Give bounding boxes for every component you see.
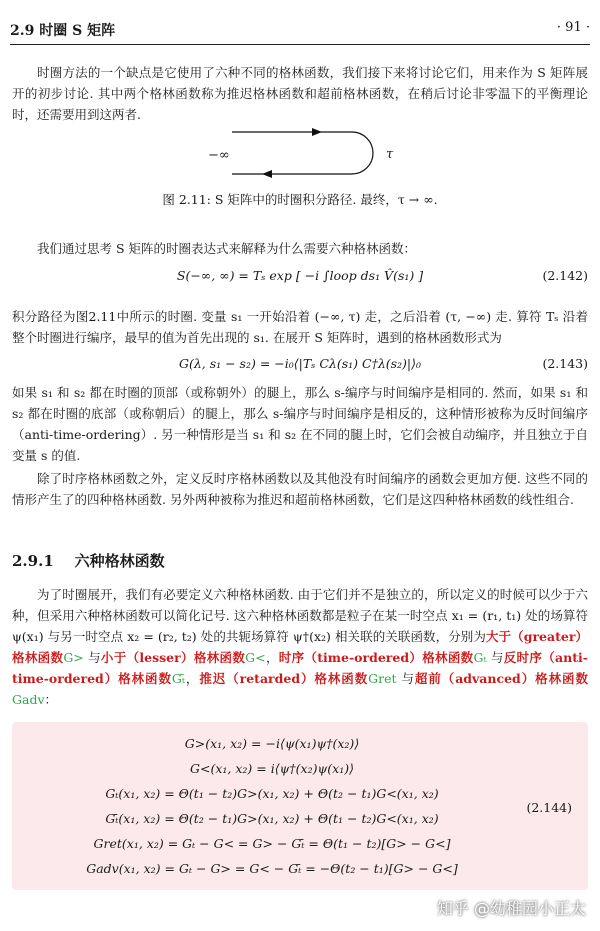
- equation-body: G(λ, s₁ − s₂) = −i₀⟨|Tₛ Cλ(s₁) C†λ(s₂)|⟩₀: [178, 356, 422, 371]
- term-advanced: 超前（advanced）格林函数: [414, 671, 588, 686]
- symbol-g-tbar: Gₜ̄: [171, 671, 185, 686]
- equation-row: Gₜ(x₁, x₂) = Θ(t₁ − t₂)G>(x₁, x₂) + Θ(t₂ − t₁)G<(x₁, x₂): [105, 786, 439, 801]
- figure-label-minus-infinity: −∞: [208, 148, 230, 163]
- term-time-ordered: 时序（time-ordered）格林函数: [278, 650, 474, 665]
- equation-2-142: [12, 268, 588, 292]
- equation-row: G<(x₁, x₂) = i⟨ψ†(x₂)ψ(x₁)⟩: [190, 761, 354, 776]
- time-loop-figure: [0, 122, 600, 184]
- watermark: 知乎 @幼稚园小正太: [436, 899, 586, 918]
- term-greater: 大于（greater）格林函数: [12, 629, 588, 665]
- equation-row: Gret(x₁, x₂) = Gₜ − G< = G> − Gₜ̄ = Θ(t₁ − t₂)[G> − G<]: [93, 836, 451, 851]
- running-header: [10, 20, 590, 40]
- header-section-title: 2.9 时圈 S 矩阵: [10, 23, 116, 39]
- separator: 与: [401, 671, 415, 686]
- separator: 与: [88, 650, 101, 665]
- section-heading: [12, 550, 165, 571]
- paragraph-s-matrix: 我们通过思考 S 矩阵的时圈表达式来解释为什么需要六种格林函数：: [37, 241, 417, 256]
- equation-box-2-144: [12, 722, 588, 890]
- equation-row: Gadv(x₁, x₂) = Gₜ − G> = G< − Gₜ̄ = −Θ(t₂ − t₁)[G> − G<]: [86, 861, 458, 876]
- term-lesser: 小于（lesser）格林函数: [100, 650, 246, 665]
- figure-caption: 图 2.11: S 矩阵中的时圈积分路径. 最终，τ → ∞.: [162, 192, 438, 207]
- term-retarded: 推迟（retarded）格林函数: [199, 671, 369, 686]
- equation-number: (2.142): [542, 268, 588, 283]
- figure-label-tau: τ: [386, 147, 394, 162]
- equation-2-143: [12, 356, 588, 380]
- header-rule: [10, 44, 590, 45]
- symbol-g-lesser: G<: [245, 650, 266, 665]
- symbol-g-t: Gₜ: [473, 650, 487, 665]
- symbol-g-greater: G>: [63, 650, 84, 665]
- paragraph-ordering: 如果 s₁ 和 s₂ 都在时圈的顶部（或称朝外）的腿上，那么 s-编序与时间编序是相同的. 然而，如果 s₁ 和 s₂ 都在时圈的底部（或称朝后）的腿上，那么 s-编序与时间编序是相反的，这种情形被称为反时间编序（anti-time-ordering）. 另一种情形是当 s₁ 和 s₂ 在不同的腿上时，它们会被自动编序，并且独立于自变量 s 的值.: [12, 385, 588, 463]
- symbol-g-adv: Gadv: [12, 692, 45, 707]
- separator: ，: [265, 650, 279, 665]
- separator: ：: [44, 692, 58, 707]
- paragraph-four-functions: 除了时序格林函数之外，定义反时序格林函数以及其他没有时间编序的函数会更加方便. 这些不同的情形产生了的四种格林函数. 另外两种被称为推迟和超前格林函数，它们是这四种格林函数的线性组合.: [12, 471, 588, 507]
- equation-number: (2.144): [526, 800, 572, 815]
- page-number: · 91 ·: [556, 20, 590, 35]
- paragraph-intro: 时圈方法的一个缺点是它使用了六种不同的格林函数，我们接下来将讨论它们，用来作为 S 矩阵展开的初步讨论. 其中两个格林函数称为推迟格林函数和超前格林函数，在稍后讨论非零温下的平衡理论时，还需要用到这两者.: [12, 65, 588, 122]
- equation-row: G>(x₁, x₂) = −i⟨ψ(x₁)ψ†(x₂)⟩: [184, 736, 360, 751]
- section-title: 六种格林函数: [74, 552, 165, 570]
- section-number: 2.9.1: [12, 552, 54, 570]
- equation-body: S(−∞, ∞) = Tₛ exp [ −i ∫loop ds₁ V̂(s₁) ]: [176, 268, 424, 283]
- paragraph-six-functions: [12, 584, 588, 710]
- term-anti-time-ordered: 反时序（anti-time-ordered）格林函数: [12, 650, 588, 686]
- separator: ，: [184, 671, 200, 686]
- separator: 与: [490, 650, 504, 665]
- equation-number: (2.143): [542, 356, 588, 371]
- paragraph-text: 为了时圈展开，我们有必要定义六种格林函数. 由于它们并不是独立的，所以定义的时候可以少于六种，但采用六种格林函数可以简化记号. 这六种格林函数都是粒子在某一时空点 x₁ = (r₁, t₁) 处的场算符 ψ(x₁) 与另一时空点 x₂ = (r₂, t₂) 处的共轭场算符 ψ†(x₂) 相关联的关联函数，分别为: [12, 587, 588, 644]
- paragraph-integration-path: 积分路径为图2.11中所示的时圈. 变量 s₁ 一开始沿着 (−∞, τ) 走，之后沿着 (τ, −∞) 走. 算符 Tₛ 沿着整个时圈进行编序，最早的值为首先出现的 s₁. 在展开 S 矩阵时，遇到的格林函数形式为: [12, 309, 588, 345]
- equation-row: Gₜ̄(x₁, x₂) = Θ(t₂ − t₁)G>(x₁, x₂) + Θ(t₁ − t₂)G<(x₁, x₂): [105, 811, 439, 826]
- symbol-g-ret: Gret: [368, 671, 397, 686]
